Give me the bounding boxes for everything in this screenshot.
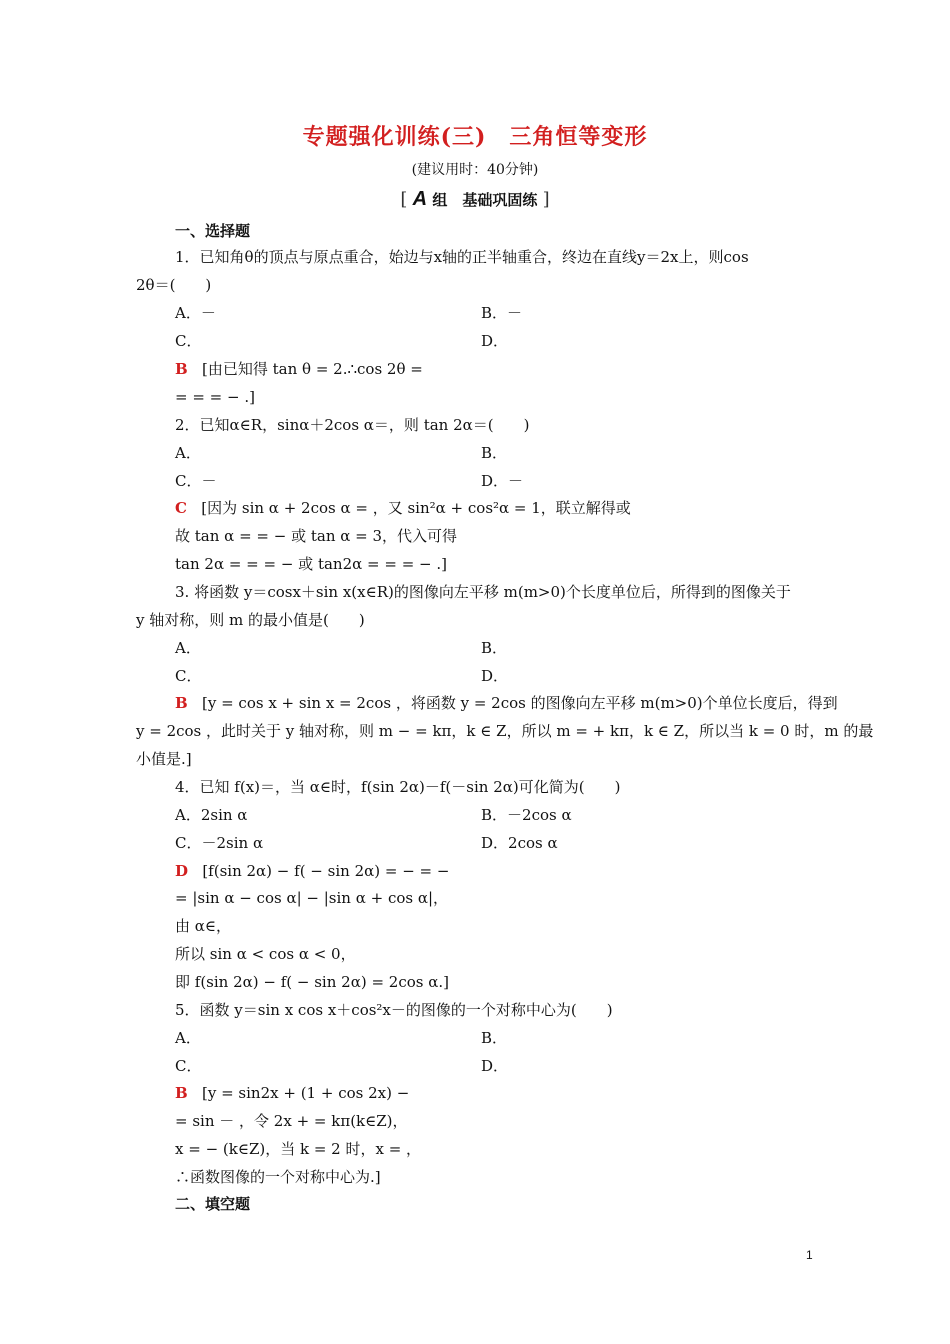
q4-option-b: B．－2cos α [481, 806, 572, 824]
right-bracket: ] [542, 189, 550, 210]
q2-option-b: B． [481, 444, 508, 462]
q1-option-c: C． [175, 332, 202, 350]
q5-solution-line2: = sin － ，令 2x + = kπ(k∈Z)， [175, 1112, 408, 1130]
q3-option-d: D． [481, 667, 509, 685]
q1-answer: B [175, 360, 188, 378]
q2-solution-line2: 故 tan α = = − 或 tan α = 3，代入可得 [175, 527, 458, 545]
q3-option-a: A． [175, 639, 201, 657]
page-number: 1 [806, 1248, 813, 1262]
q5-solution-line4: ∴函数图像的一个对称中心为.] [175, 1168, 381, 1186]
q3-option-b: B． [481, 639, 508, 657]
q4-answer: D [175, 862, 189, 880]
q2-stem-line1: 2．已知α∈R，sinα＋2cos α＝，则 tan 2α＝( ) [175, 416, 530, 434]
q2-solution-line3: tan 2α = = = − 或 tan2α = = = − .] [175, 555, 447, 573]
q4-solution-line5: 即 f(sin 2α) − f( − sin 2α) = 2cos α.] [175, 973, 449, 991]
q3-answer: B [175, 694, 188, 712]
left-bracket: [ [400, 189, 408, 210]
group-a-mark: A [412, 188, 428, 210]
q2-answer: C [175, 499, 187, 517]
q4-solution-line1 [175, 861, 449, 881]
q1-stem-line1: 1．已知角θ的顶点与原点重合，始边与x轴的正半轴重合，终边在直线y＝2x上，则cos [175, 248, 749, 266]
q1-option-b: B．－ [481, 304, 523, 322]
q4-option-d: D．2cos α [481, 834, 558, 852]
q3-solution-line1 [175, 693, 838, 713]
q4-solution-line4: 所以 sin α < cos α < 0， [175, 945, 356, 963]
q4-stem-line1: 4．已知 f(x)＝，当 α∈时，f(sin 2α)－f(－sin 2α)可化简为( ) [175, 778, 621, 796]
q1-solution-text: [由已知得 tan θ = 2.∴cos 2θ = [202, 360, 423, 378]
q2-solution-line1 [175, 498, 631, 518]
q5-option-a: A． [175, 1029, 201, 1047]
q5-option-c: C． [175, 1057, 202, 1075]
q1-solution-line2: = = = − .] [175, 388, 255, 406]
q3-stem-line2: y 轴对称，则 m 的最小值是( ) [136, 611, 365, 629]
q2-option-d: D．－ [481, 472, 524, 490]
q5-solution-line3: x = − (k∈Z)，当 k = 2 时，x = ， [175, 1140, 422, 1158]
q4-solution-line2: = |sin α − cos α| − |sin α + cos α|， [175, 889, 449, 907]
q4-option-c: C．－2sin α [175, 834, 264, 852]
page-title: 专题强化训练(三) 三角恒等变形 [302, 124, 648, 150]
q2-solution-text: [因为 sin α + 2cos α = ，又 sin²α + cos²α = 1，联立解得或 [201, 499, 631, 517]
q1-option-a: A．－ [175, 304, 216, 322]
q3-option-c: C． [175, 667, 202, 685]
group-header [0, 188, 950, 211]
q5-solution-text: [y = sin2x + (1 + cos 2x) − [202, 1084, 410, 1102]
q4-option-a: A．2sin α [175, 806, 248, 824]
q3-solution-line3: 小值是.] [136, 750, 192, 768]
q1-stem-line2: 2θ＝( ) [136, 276, 212, 294]
q3-solution-line2: y = 2cos ，此时关于 y 轴对称，则 m − = kπ，k ∈ Z，所以 m = + kπ，k ∈ Z，所以当 k = 0 时，m 的最 [136, 722, 874, 740]
q5-answer: B [175, 1084, 188, 1102]
q4-solution-line3: 由 α∈， [175, 917, 232, 935]
q2-option-a: A． [175, 444, 201, 462]
q5-solution-line1 [175, 1083, 409, 1103]
group-label: 组 基础巩固练 [432, 191, 538, 209]
q5-option-d: D． [481, 1057, 509, 1075]
q3-solution-text: [y = cos x + sin x = 2cos ，将函数 y = 2cos 的图像向左平移 m(m>0)个单位长度后，得到 [202, 694, 838, 712]
section-heading-choice: 一、选择题 [175, 222, 251, 240]
q2-option-c: C．－ [175, 472, 217, 490]
q5-stem-line1: 5．函数 y＝sin x cos x＋cos²x－的图像的一个对称中心为( ) [175, 1001, 613, 1019]
q5-option-b: B． [481, 1029, 508, 1047]
q4-solution-text: [f(sin 2α) − f( − sin 2α) = − = − [202, 862, 450, 880]
suggested-time: (建议用时：40分钟) [411, 162, 539, 178]
section-heading-fill: 二、填空题 [175, 1195, 251, 1213]
q1-option-d: D． [481, 332, 509, 350]
q1-solution-line1 [175, 359, 423, 379]
q3-stem-line1: 3. 将函数 y＝cosx＋sin x(x∈R)的图像向左平移 m(m>0)个长度单位后，所得到的图像关于 [175, 583, 791, 601]
